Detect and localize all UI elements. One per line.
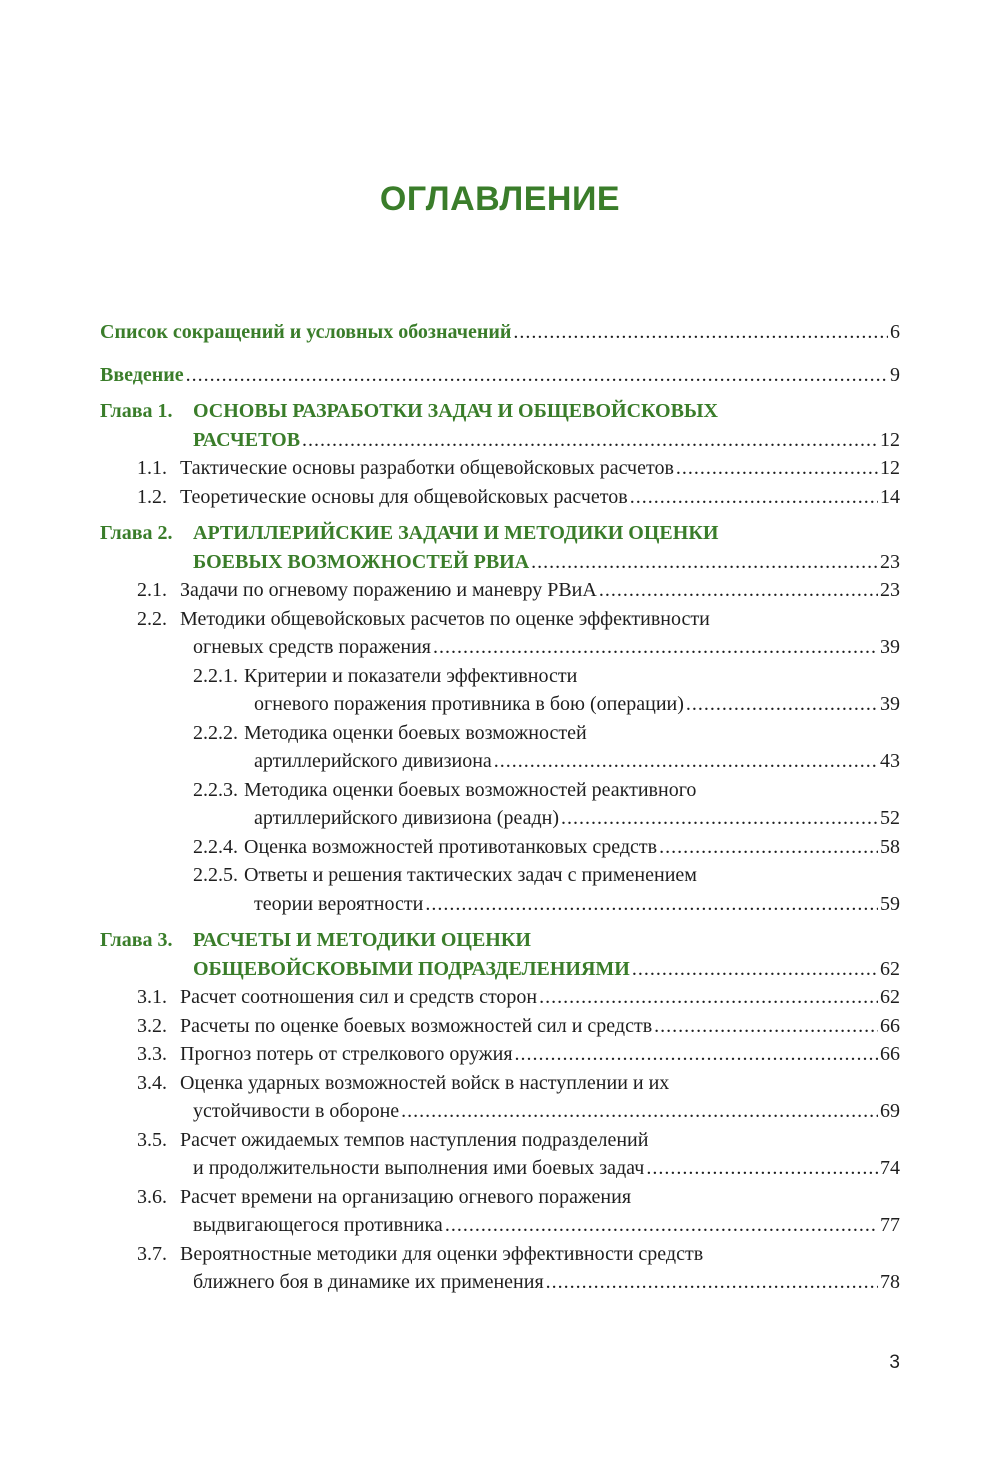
section-title-cont: выдвигающегося противника — [193, 1214, 443, 1236]
section-title: Теоретические основы для общевойсковых расчетов — [180, 485, 628, 508]
toc-page: 39 — [880, 693, 900, 715]
toc-section-3-6-line2[interactable] — [100, 1211, 900, 1240]
section-title: Задачи по огневому поражению и маневру РВиА — [180, 579, 597, 601]
toc-page: 62 — [880, 957, 900, 980]
toc-leader — [515, 1040, 878, 1069]
toc-leader — [561, 804, 878, 833]
toc-section-3-5-line2[interactable] — [100, 1154, 900, 1183]
toc-section-1-2[interactable] — [100, 483, 900, 512]
section-title: Прогноз потерь от стрелкового оружия — [180, 1043, 513, 1065]
toc-section-3-4-line1[interactable] — [100, 1069, 900, 1098]
toc-leader — [425, 890, 878, 919]
toc-leader — [445, 1211, 878, 1240]
toc-page: 43 — [880, 750, 900, 772]
toc-subsection-2-2-3-line2[interactable] — [100, 804, 900, 833]
subsection-title: Методика оценки боевых возможностей реактивного — [244, 778, 697, 801]
toc-leader — [676, 454, 878, 483]
section-title-cont: устойчивости в обороне — [193, 1100, 400, 1122]
chapter-title-cont: БОЕВЫХ ВОЗМОЖНОСТЕЙ РВИА — [193, 550, 530, 573]
subsection-title: Оценка возможностей противотанковых средств — [244, 835, 658, 858]
subsection-title-cont: артиллерийского дивизиона — [254, 750, 492, 772]
toc-page: 66 — [880, 1014, 900, 1037]
subsection-title: Критерии и показатели эффективности — [244, 664, 578, 687]
subsection-number: 2.2.4. — [193, 835, 238, 858]
toc-entry-introduction[interactable] — [100, 361, 900, 390]
section-number: 3.3. — [137, 1043, 167, 1065]
chapter-title-cont: ОБЩЕВОЙСКОВЫМИ ПОДРАЗДЕЛЕНИЯМИ — [193, 957, 630, 980]
toc-page: 52 — [880, 807, 900, 829]
section-title: Тактические основы разработки общевойсковых расчетов — [180, 457, 674, 479]
toc-label: Список сокращений и условных обозначений — [100, 321, 512, 343]
toc-leader — [686, 690, 878, 719]
section-title-cont: ближнего боя в динамике их применения — [193, 1271, 544, 1293]
toc-leader — [654, 1012, 878, 1041]
subsection-title: Методика оценки боевых возможностей — [244, 721, 587, 744]
chapter-title: РАСЧЕТЫ И МЕТОДИКИ ОЦЕНКИ — [193, 929, 531, 951]
chapter-title: ОСНОВЫ РАЗРАБОТКИ ЗАДАЧ И ОБЩЕВОЙСКОВЫХ — [193, 400, 718, 422]
chapter-title: АРТИЛЛЕРИЙСКИЕ ЗАДАЧИ И МЕТОДИКИ ОЦЕНКИ — [193, 522, 719, 544]
page-number: 3 — [889, 1352, 900, 1373]
toc-page: 77 — [880, 1214, 900, 1236]
toc-leader — [630, 483, 878, 512]
toc-chapter-3-line1[interactable] — [100, 926, 900, 955]
toc-page: 14 — [880, 485, 900, 508]
toc-page: 12 — [880, 428, 900, 451]
section-number: 3.2. — [137, 1014, 167, 1037]
toc-page: 9 — [890, 363, 900, 386]
toc-section-3-6-line1[interactable] — [100, 1183, 900, 1212]
toc-page: 59 — [880, 892, 900, 915]
section-title: Расчет времени на организацию огневого поражения — [180, 1185, 632, 1208]
toc-leader — [531, 548, 878, 577]
table-of-contents — [100, 318, 900, 1297]
subsection-number: 2.2.2. — [193, 721, 238, 744]
subsection-title: Ответы и решения тактических задач с применением — [244, 864, 697, 886]
toc-leader — [433, 633, 878, 662]
toc-label: Введение — [100, 363, 184, 386]
toc-subsection-2-2-2-line2[interactable] — [100, 747, 900, 776]
page-title: ОГЛАВЛЕНИЕ — [379, 180, 621, 218]
toc-leader — [546, 1268, 878, 1297]
toc-page: 74 — [880, 1157, 900, 1179]
section-number: 3.1. — [137, 986, 167, 1008]
subsection-title-cont: огневого поражения противника в бою (операции) — [254, 693, 684, 715]
toc-subsection-2-2-1-line1[interactable] — [100, 662, 900, 691]
chapter-title-cont: РАСЧЕТОВ — [193, 428, 301, 451]
toc-section-3-5-line1[interactable] — [100, 1126, 900, 1155]
section-number: 2.1. — [137, 579, 167, 601]
subsection-number: 2.2.1. — [193, 664, 238, 687]
toc-page: 23 — [880, 579, 900, 601]
toc-section-1-1[interactable] — [100, 454, 900, 483]
toc-subsection-2-2-4[interactable] — [100, 833, 900, 862]
toc-leader — [659, 833, 878, 862]
subsection-title-cont: артиллерийского дивизиона (реадн) — [254, 807, 559, 829]
section-title: Расчет соотношения сил и средств сторон — [180, 986, 538, 1008]
toc-chapter-1-line1[interactable] — [100, 397, 900, 426]
section-title-cont: огневых средств поражения — [193, 636, 432, 658]
section-title: Расчет ожидаемых темпов наступления подразделений — [180, 1128, 649, 1151]
toc-subsection-2-2-2-line1[interactable] — [100, 719, 900, 748]
subsection-number: 2.2.5. — [193, 864, 238, 886]
toc-section-3-2[interactable] — [100, 1012, 900, 1041]
toc-leader — [494, 747, 878, 776]
toc-leader — [186, 361, 888, 390]
toc-page: 58 — [880, 835, 900, 858]
toc-section-3-4-line2[interactable] — [100, 1097, 900, 1126]
toc-page: 69 — [880, 1100, 900, 1122]
toc-leader — [539, 983, 878, 1012]
chapter-number: Глава 1. — [100, 400, 173, 422]
toc-section-2-2-line1[interactable] — [100, 605, 900, 634]
toc-page: 62 — [880, 986, 900, 1008]
toc-section-3-7-line1[interactable] — [100, 1240, 900, 1269]
toc-page: 66 — [880, 1043, 900, 1065]
toc-subsection-2-2-3-line1[interactable] — [100, 776, 900, 805]
toc-leader — [632, 955, 878, 984]
toc-leader — [401, 1097, 878, 1126]
toc-leader — [302, 426, 878, 455]
toc-subsection-2-2-5-line2[interactable] — [100, 890, 900, 919]
section-number: 3.7. — [137, 1242, 167, 1265]
section-number: 1.2. — [137, 485, 167, 508]
section-title: Оценка ударных возможностей войск в наступлении и их — [180, 1071, 670, 1094]
toc-section-2-1[interactable] — [100, 576, 900, 605]
toc-section-3-3[interactable] — [100, 1040, 900, 1069]
section-number: 3.6. — [137, 1185, 167, 1208]
toc-chapter-3-line2[interactable] — [100, 955, 900, 984]
toc-chapter-2-line2[interactable] — [100, 548, 900, 577]
chapter-number: Глава 3. — [100, 929, 173, 951]
toc-section-3-7-line2[interactable] — [100, 1268, 900, 1297]
toc-subsection-2-2-5-line1[interactable] — [100, 861, 900, 890]
section-title: Расчеты по оценке боевых возможностей сил и средств — [180, 1014, 653, 1037]
section-number: 3.5. — [137, 1128, 167, 1151]
toc-chapter-2-line1[interactable] — [100, 519, 900, 548]
chapter-number: Глава 2. — [100, 522, 173, 544]
toc-chapter-1-line2[interactable] — [100, 426, 900, 455]
toc-page: 39 — [880, 636, 900, 658]
toc-page: 78 — [880, 1271, 900, 1293]
toc-entry-abbreviations[interactable] — [100, 318, 900, 347]
section-title: Вероятностные методики для оценки эффективности средств — [180, 1242, 704, 1265]
toc-page: 12 — [880, 457, 900, 479]
toc-leader — [513, 318, 888, 347]
section-title: Методики общевойсковых расчетов по оценке эффективности — [180, 607, 710, 630]
toc-leader — [599, 576, 878, 605]
toc-leader — [646, 1154, 878, 1183]
toc-subsection-2-2-1-line2[interactable] — [100, 690, 900, 719]
section-title-cont: и продолжительности выполнения ими боевых задач — [193, 1157, 645, 1179]
section-number: 3.4. — [137, 1071, 167, 1094]
subsection-title-cont: теории вероятности — [254, 892, 424, 915]
subsection-number: 2.2.3. — [193, 778, 238, 801]
section-number: 1.1. — [137, 457, 167, 479]
toc-page: 23 — [880, 550, 900, 573]
toc-section-3-1[interactable] — [100, 983, 900, 1012]
section-number: 2.2. — [137, 607, 167, 630]
toc-section-2-2-line2[interactable] — [100, 633, 900, 662]
toc-page: 6 — [890, 321, 900, 343]
